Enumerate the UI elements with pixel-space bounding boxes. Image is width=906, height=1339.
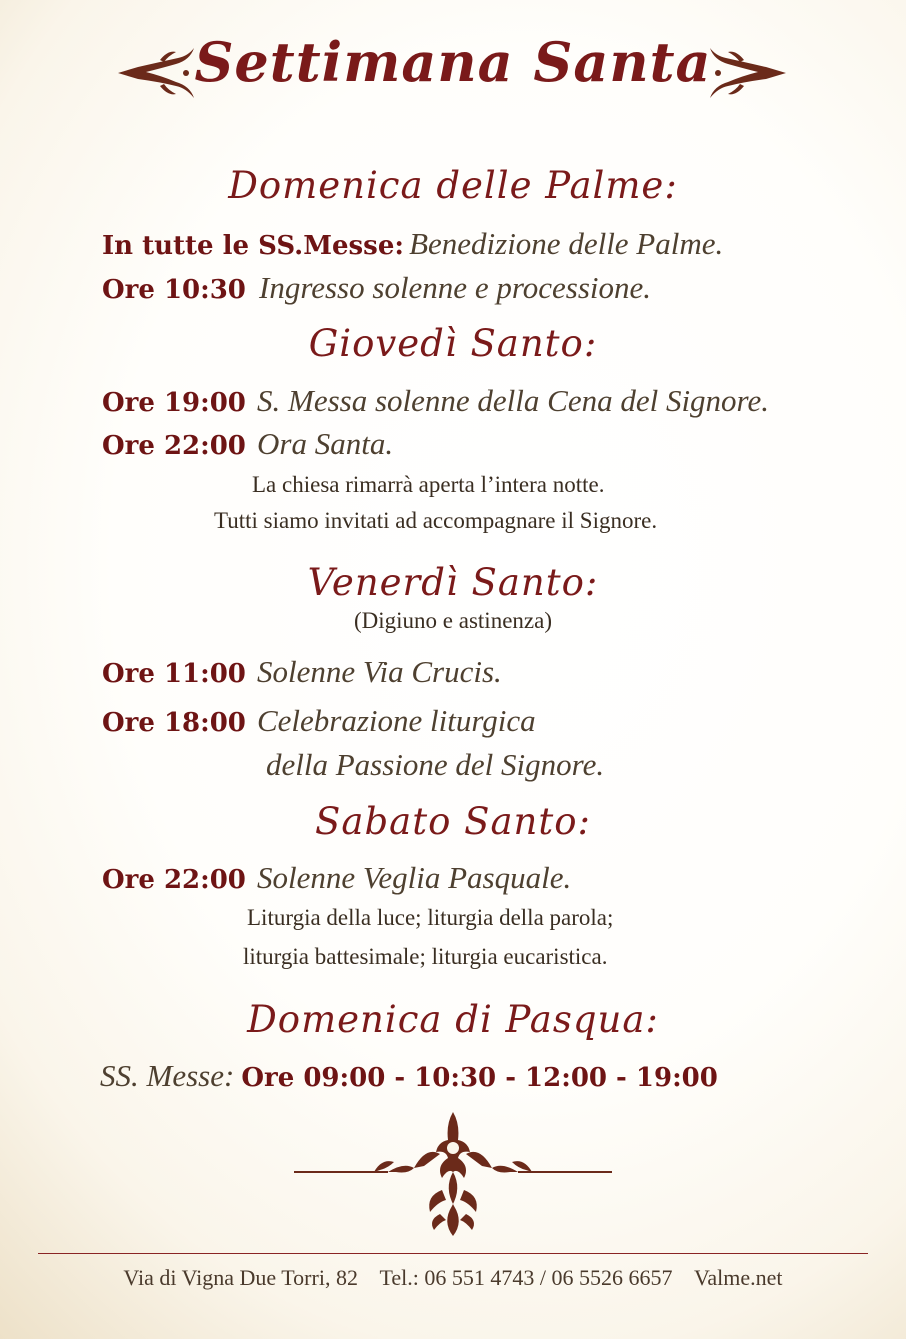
venerdi-subtitle: (Digiuno e astinenza) bbox=[354, 608, 552, 633]
schedule-desc: Celebrazione liturgica bbox=[257, 703, 536, 738]
footer bbox=[0, 1265, 906, 1291]
schedule-row bbox=[102, 383, 769, 419]
schedule-time: Ore 18:00 bbox=[102, 708, 246, 738]
schedule-desc: Solenne Via Crucis. bbox=[257, 654, 502, 689]
schedule-desc: Ingresso solenne e processione. bbox=[259, 270, 652, 305]
schedule-times: Ore 09:00 - 10:30 - 12:00 - 19:00 bbox=[241, 1063, 718, 1093]
schedule-desc: Solenne Veglia Pasquale. bbox=[257, 860, 572, 895]
footer-site: Valme.net bbox=[693, 1265, 783, 1290]
schedule-row bbox=[102, 860, 571, 896]
note-line: Liturgia della luce; liturgia della parola; bbox=[247, 905, 614, 930]
footer-phone: Tel.: 06 551 4743 / 06 5526 6657 bbox=[379, 1265, 673, 1290]
schedule-time: Ore 19:00 bbox=[102, 388, 246, 418]
schedule-row bbox=[102, 426, 393, 462]
schedule-row bbox=[102, 703, 536, 739]
schedule-row bbox=[102, 654, 502, 690]
schedule-row bbox=[102, 270, 651, 306]
schedule-desc: S. Messa solenne della Cena del Signore. bbox=[257, 383, 769, 418]
heading-domenica-pasqua: Domenica di Pasqua: bbox=[247, 998, 659, 1041]
page-title: Settimana Santa bbox=[194, 30, 712, 94]
schedule-desc: Benedizione delle Palme. bbox=[409, 226, 724, 261]
schedule-desc: Ora Santa. bbox=[257, 426, 394, 461]
schedule-time: Ore 22:00 bbox=[102, 865, 246, 895]
schedule-desc-continued: della Passione del Signore. bbox=[266, 747, 605, 782]
schedule-time: Ore 10:30 bbox=[102, 275, 246, 305]
schedule-row bbox=[100, 1058, 718, 1094]
ornament-bottom-icon bbox=[292, 1110, 614, 1240]
note-line: Tutti siamo invitati ad accompagnare il Signore. bbox=[214, 508, 658, 533]
schedule-time: Ore 11:00 bbox=[102, 659, 246, 689]
schedule-time: Ore 22:00 bbox=[102, 431, 246, 461]
heading-venerdi-santo: Venerdì Santo: bbox=[307, 561, 599, 604]
note-line: liturgia battesimale; liturgia eucaristica. bbox=[243, 944, 608, 969]
schedule-row bbox=[102, 226, 723, 262]
note-line: La chiesa rimarrà aperta l’intera notte. bbox=[252, 472, 605, 497]
heading-sabato-santo: Sabato Santo: bbox=[315, 800, 591, 843]
footer-address: Via di Vigna Due Torri, 82 bbox=[123, 1265, 358, 1290]
heading-domenica-palme: Domenica delle Palme: bbox=[228, 164, 678, 207]
footer-divider bbox=[38, 1253, 868, 1254]
schedule-label: SS. Messe: bbox=[100, 1058, 235, 1093]
heading-giovedi-santo: Giovedì Santo: bbox=[308, 322, 598, 365]
schedule-time: In tutte le SS.Messe: bbox=[102, 231, 404, 261]
